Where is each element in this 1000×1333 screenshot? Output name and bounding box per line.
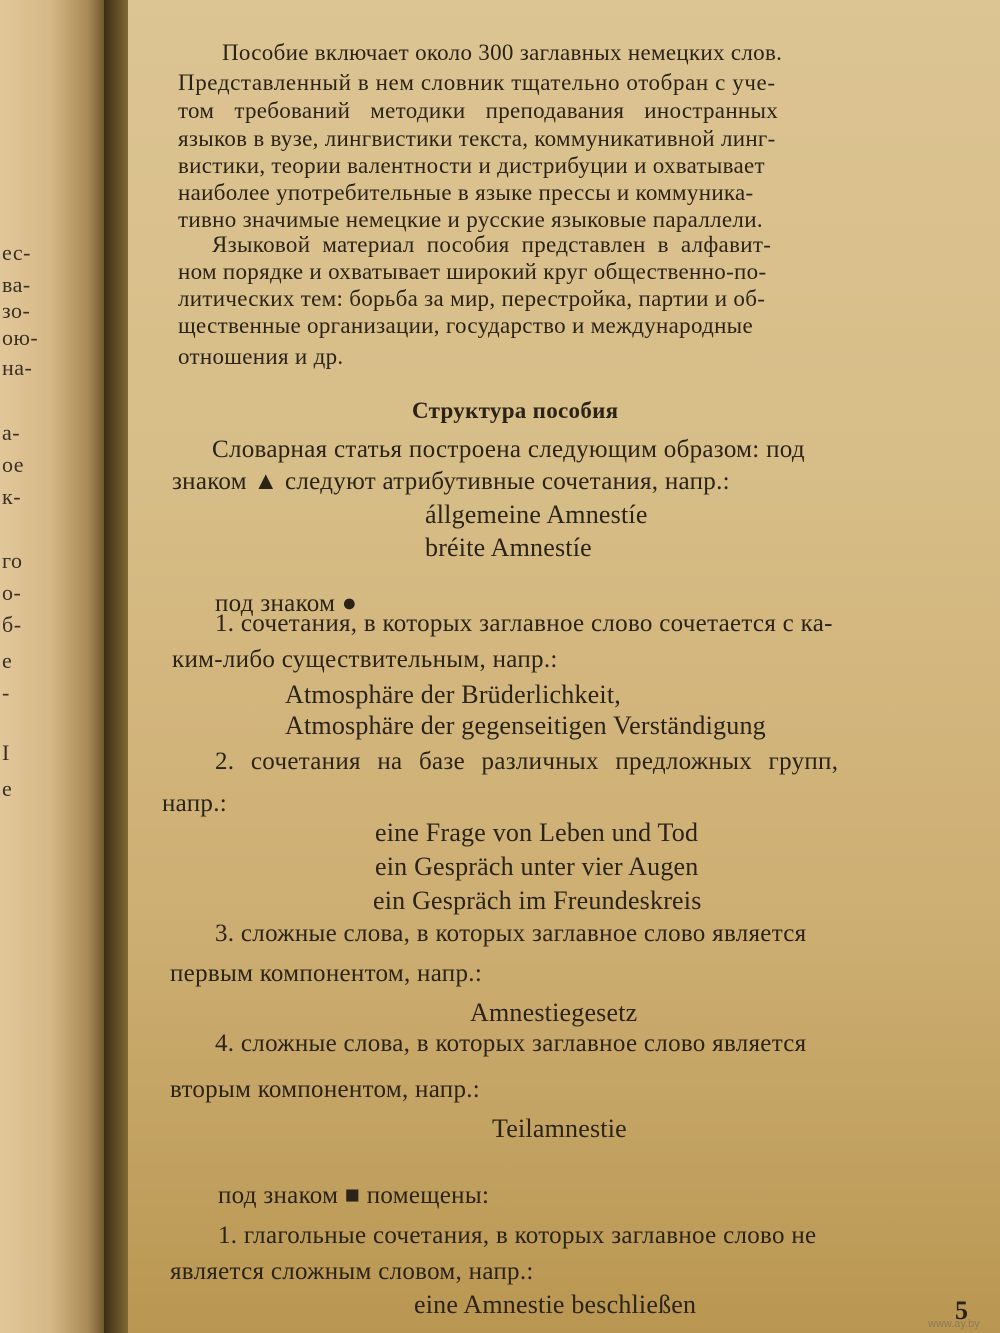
left-page-fragment: к- [2,484,22,509]
text-line: знаком ▲ следуют атрибутивные сочетания, напр.: [172,468,730,495]
text-line: том требований методики преподавания иностранных [178,98,779,123]
text-line: 1. сочетания, в которых заглавное слово сочетается с ка- [215,610,833,637]
example-phrase: eine Frage von Leben und Tod [375,818,699,847]
example-phrase: eine Amnestie beschließen [414,1290,697,1319]
example-phrase: bréite Amnestíe [425,533,592,562]
example-phrase: Atmosphäre der gegenseitigen Verständigung [285,711,766,740]
text-line: под знаком ■ помещены: [218,1182,490,1209]
example-phrase: Atmosphäre der Brüderlichkeit, [285,680,621,709]
example-phrase: ein Gespräch unter vier Augen [375,852,699,881]
example-phrase: állgemeine Amnestíe [425,500,648,529]
text-line: является сложным словом, напр.: [170,1258,534,1285]
left-page-fragment: а- [2,420,21,445]
example-phrase: ein Gespräch im Freundeskreis [373,886,702,915]
left-page-fragment: ое [2,452,25,477]
text-line: вторым компонентом, напр.: [170,1076,481,1103]
left-page-fragment: о- [2,580,22,605]
left-page-fragment: зо- [2,298,31,323]
text-line: Представленный в нем словник тщательно отобран с уче- [178,70,776,95]
previous-page [0,0,110,1333]
left-page-fragment: ою- [2,325,39,350]
text-line: первым компонентом, напр.: [170,960,483,987]
text-line: наиболее употребительные в языке прессы и коммуника- [178,180,754,205]
text-line: языков в вузе, лингвистики текста, коммуникативной линг- [178,126,776,151]
left-page-fragment: е [2,648,13,673]
text-line: отношения и др. [178,344,344,369]
left-page-fragment: ва- [2,272,31,297]
left-page-fragment: го [2,548,23,573]
text-line: щественные организации, государство и международные [178,313,753,338]
text-line: ким-либо существительным, напр.: [172,646,558,673]
text-line: литических тем: борьба за мир, перестройка, партии и об- [178,286,766,311]
text-line: ном порядке и охватывает широкий круг общественно-по- [178,259,767,284]
text-line: 1. глагольные сочетания, в которых заглавное слово не [218,1222,817,1249]
left-page-fragment: ес- [2,240,31,265]
text-line: под знаком ● [215,590,358,617]
left-page-fragment: I [2,740,10,765]
left-page-fragment: б- [2,612,22,637]
text-line: вистики, теории валентности и дистрибуции и охватывает [178,153,765,178]
left-page-fragment: - [2,680,10,705]
text-line: тивно значимые немецкие и русские языковые параллели. [178,207,763,232]
text-line: 4. сложные слова, в которых заглавное слово является [215,1030,807,1057]
example-phrase: Amnestiegesetz [470,998,638,1027]
text-line: напр.: [162,790,228,817]
text-line: Языковой материал пособия представлен в алфавит- [212,232,772,257]
left-page-fragment: на- [2,355,33,380]
text-line: Пособие включает около 300 заглавных немецких слов. [222,40,783,65]
section-heading: Структура пособия [412,398,619,423]
text-line: 2. сочетания на базе различных предложных групп, [215,748,839,775]
text-line: 3. сложные слова, в которых заглавное слово является [215,920,807,947]
watermark: www.ay.by [928,1318,980,1330]
example-phrase: Teilamnestie [492,1114,627,1143]
page-number: 5 [955,1296,968,1325]
left-page-fragment: е [2,776,13,801]
text-line: Словарная статья построена следующим образом: под [212,436,805,463]
